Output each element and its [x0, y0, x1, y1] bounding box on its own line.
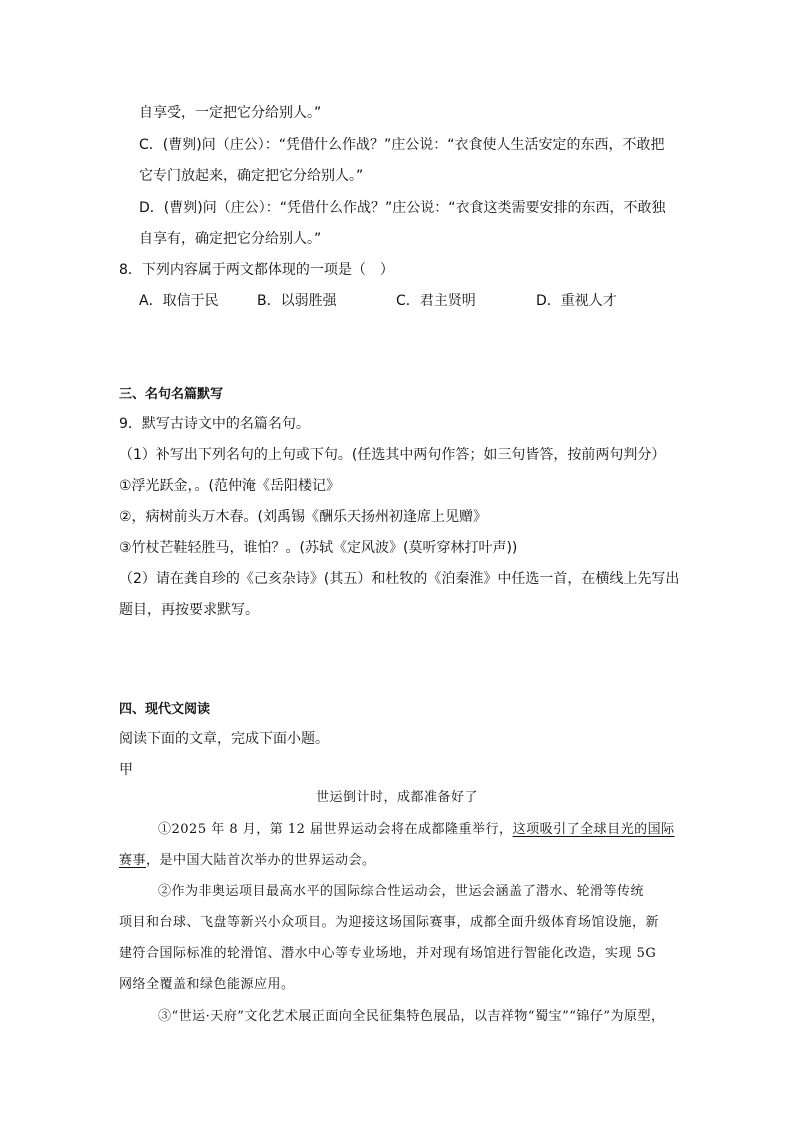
section-4-heading: 四、现代文阅读	[119, 702, 211, 717]
p1-underlined-word: 赛事	[119, 853, 147, 868]
q8-option-d: D．重视人才	[536, 293, 617, 309]
q8-option-b: B．以弱胜强	[257, 293, 337, 309]
article-title: 世运倒计时，成都准备好了	[315, 790, 478, 805]
q9-item-2: ②，病树前头万木春。(刘禹锡《酬乐天扬州初逢席上见赠》	[119, 509, 488, 525]
article-paragraph-3-line-1: ③“世运·天府”文化艺术展正面向全民征集特色展品，以吉祥物“蜀宝”“锦仔”为原型，	[158, 1009, 665, 1024]
option-d-line-2: 自享有，确定把它分给别人。”	[139, 231, 322, 247]
section-3-heading: 三、名句名篇默写	[119, 387, 224, 402]
article-paragraph-2-line-3: 建符合国际标准的轮滑馆、潜水中心等专业场地，并对现有场馆进行智能化改造，实现 5G	[119, 946, 657, 961]
option-c-line-1: C．(曹刿)问（庄公）：“凭借什么作战？”庄公说：“衣食使人生活安定的东西，不敢把	[139, 137, 665, 153]
q9-item-1: ①浮光跃金，。(范仲淹《岳阳楼记》	[119, 478, 341, 494]
option-b-continuation: 自享受，一定把它分给别人。”	[139, 105, 322, 121]
option-c-line-2: 它专门放起来，确定把它分给别人。”	[139, 168, 364, 184]
question-9-stem: 9．默写古诗文中的名篇名句。	[119, 416, 310, 432]
option-d-line-1: D．(曹刿)问（庄公）：“凭借什么作战？”庄公说：“衣食这类需要安排的东西，不敢独	[139, 200, 666, 216]
q9-sub-2-line-2: 题目，再按要求默写。	[119, 602, 259, 618]
p1-text-a: ①2025 年 8 月，第 12 届世界运动会将在成都隆重举行，	[158, 822, 513, 837]
q9-sub-1: （1）补写出下列名句的上句或下句。(任选其中两句作答；如三句皆答，按前两句判分）	[119, 447, 666, 463]
article-paragraph-2-line-1: ②作为非奥运项目最高水平的国际综合性运动会，世运会涵盖了潜水、轮滑等传统	[158, 884, 645, 899]
passage-label-jia: 甲	[119, 762, 133, 778]
q8-option-c: C．君主贤明	[396, 293, 476, 309]
article-paragraph-2-line-2: 项目和台球、飞盘等新兴小众项目。为迎接这场国际赛事，成都全面升级体育场馆设施，新	[119, 915, 660, 930]
article-paragraph-2-line-4: 网络全覆盖和绿色能源应用。	[119, 977, 295, 992]
article-paragraph-1-line-1	[158, 820, 675, 840]
p1-text-b: ，是中国大陆首次举办的世界运动会。	[146, 853, 376, 868]
article-paragraph-1-line-2	[119, 851, 376, 871]
question-8-stem: 8．下列内容属于两文都体现的一项是（ ）	[119, 262, 394, 278]
q9-sub-2-line-1: （2）请在龚自珍的《己亥杂诗》(其五）和杜牧的《泊秦淮》中任选一首，在横线上先写出	[119, 571, 680, 587]
reading-instruction: 阅读下面的文章，完成下面小题。	[119, 731, 329, 747]
q9-item-3: ③竹杖芒鞋轻胜马，谁怕？。(苏轼《定风波》(莫听穿林打叶声))	[119, 540, 518, 556]
q8-option-a: A．取信于民	[139, 293, 219, 309]
p1-underlined-phrase: 这项吸引了全球目光的国际	[512, 822, 675, 837]
